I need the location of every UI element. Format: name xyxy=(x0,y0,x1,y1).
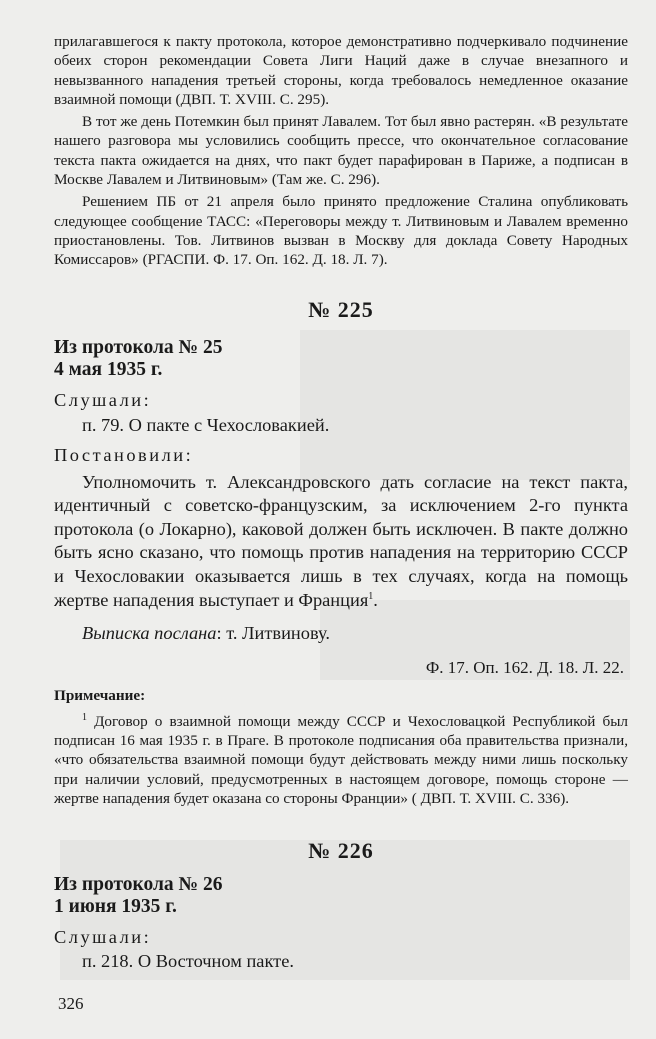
laval-paragraph: В тот же день Потемкин был принят Лавалем. Тот был явно растерян. «В результате нашего разговора мы условились сообщить прессе, что окончательное согласование текста пакта ожидается на днях, что пакт будет парафирован в Париже, а подписан в Москве Лавалем и Литвиновым» (Там же. С. 296). xyxy=(54,113,628,189)
heard-label: Слушали: xyxy=(54,927,152,948)
footnote-text xyxy=(54,712,628,808)
protocol-date: 4 мая 1935 г. xyxy=(54,358,163,380)
sent-label: Выписка послана xyxy=(82,623,217,644)
footnote-mark: 1 xyxy=(82,711,87,723)
sent-extract xyxy=(54,622,628,646)
protocol-date: 1 июня 1935 г. xyxy=(54,896,177,918)
heard-item: п. 218. О Восточном пакте. xyxy=(82,951,294,972)
document-226-number: № 226 xyxy=(308,838,374,864)
document-225-number: № 225 xyxy=(308,296,374,322)
book-page xyxy=(54,32,628,972)
heard-item: п. 79. О пакте с Чехословакией. xyxy=(82,414,330,435)
document-226-header xyxy=(54,874,628,918)
decision-text xyxy=(54,471,628,613)
decided-label: Постановили: xyxy=(54,444,194,465)
heard-label: Слушали: xyxy=(54,389,152,410)
document-225-header xyxy=(54,337,628,381)
politburo-paragraph: Решением ПБ от 21 апреля было принято предложение Сталина опубликовать следующее сообщение ТАСС: «Переговоры между т. Литвиновым и Лавалем временно приостановлены. Тов. Литвинов вызван в Москву для доклада Совету Народных Комиссаров» (РГАСПИ. Ф. 17. Оп. 162. Д. 18. Л. 7). xyxy=(54,193,628,269)
footnote-body: Договор о взаимной помощи между СССР и Чехословацкой Республикой был подписан 16 мая 1935 г. в Праге. В протоколе подписания оба правительства признали, «что обязательства взаимной помощи будут действовать между ними лишь поскольку при наличии условий, предусмотренных в настоящем договоре, помощь стороне — жертве нападения будет оказана со стороны Франции» ( ДВП. Т. XVIII. С. 336). xyxy=(54,712,628,807)
page-number: 326 xyxy=(58,994,84,1013)
continuation-paragraph: прилагавшегося к пакту протокола, которое демонстративно подчеркивало подчинение обеих сторон рекомендации Совета Лиги Наций даже в случае внезапного и невызванного нападения третьей стороны, когда требовалось немедленное оказание взаимной помощи (ДВП. Т. XVIII. С. 295). xyxy=(54,33,628,108)
decision-end: . xyxy=(373,589,378,610)
sent-value: : т. Литвинову. xyxy=(216,623,330,644)
note-heading: Примечание: xyxy=(54,686,146,704)
protocol-title: Из протокола № 26 xyxy=(54,874,223,896)
protocol-title: Из протокола № 25 xyxy=(54,336,223,358)
footnote-ref: 1 xyxy=(368,590,374,602)
decision-main: Уполномочить т. Александровского дать согласие на текст пакта, идентичный с советско-французским, за исключением 2-го пункта протокола (о Локарно), каковой должен быть исключен. В пакте должно быть ясно сказано, что помощь против нападения на территорию СССР и Чехословакии оказывается лишь в тех случаях, когда на помощь жертве нападения выступает и Франция xyxy=(54,471,628,610)
archive-source: Ф. 17. Оп. 162. Д. 18. Л. 22. xyxy=(425,657,624,677)
